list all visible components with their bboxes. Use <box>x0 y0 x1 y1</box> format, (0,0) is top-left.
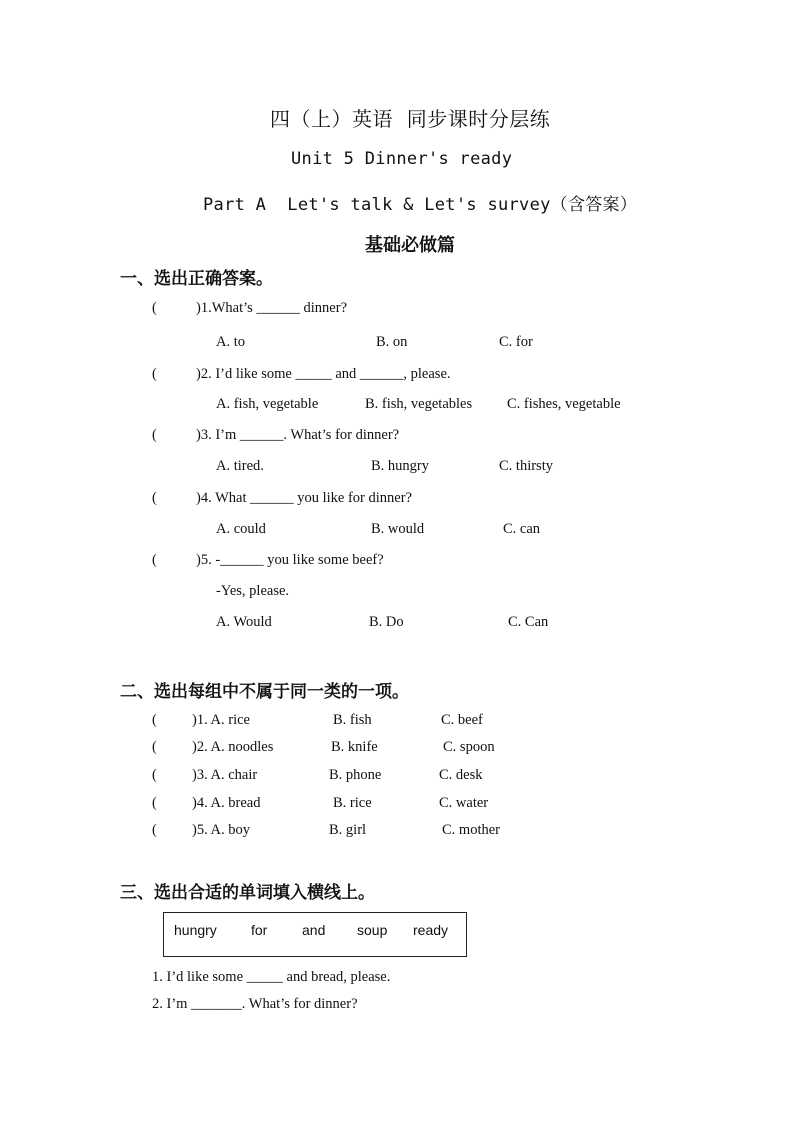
option-b[interactable]: B. on <box>376 334 408 350</box>
word-bank <box>163 912 467 957</box>
unit-title: Unit 5 Dinner's ready <box>291 149 513 169</box>
option-c[interactable]: C. fishes, vegetable <box>507 396 621 412</box>
answer-paren[interactable]: ( <box>152 795 157 811</box>
section3-heading: 三、选出合适的单词填入横线上。 <box>120 883 375 903</box>
option-a[interactable]: A. fish, vegetable <box>216 396 319 412</box>
question-stem: )2. I’d like some _____ and ______, please. <box>196 366 451 382</box>
fill-in-sentence-2[interactable]: 2. I’m _______. What’s for dinner? <box>152 996 358 1012</box>
question-stem: )4. What ______ you like for dinner? <box>196 490 412 506</box>
level-title: 基础必做篇 <box>365 235 455 256</box>
option-b[interactable]: B. fish <box>333 712 372 728</box>
option-b[interactable]: B. rice <box>333 795 372 811</box>
section2-heading: 二、选出每组中不属于同一类的一项。 <box>120 682 409 702</box>
option-a[interactable]: )3. A. chair <box>192 767 258 783</box>
question-stem: )5. -______ you like some beef? <box>196 552 384 568</box>
question-stem: )3. I’m ______. What’s for dinner? <box>196 427 400 443</box>
word-bank-item[interactable]: soup <box>357 922 388 938</box>
word-bank-item[interactable]: hungry <box>174 922 217 938</box>
answer-paren[interactable]: ( <box>152 300 157 316</box>
option-c[interactable]: C. for <box>499 334 533 350</box>
option-b[interactable]: B. Do <box>369 614 404 630</box>
option-c[interactable]: C. water <box>439 795 489 811</box>
option-c[interactable]: C. desk <box>439 767 483 783</box>
option-a[interactable]: )2. A. noodles <box>192 739 274 755</box>
answer-paren[interactable]: ( <box>152 552 157 568</box>
answer-paren[interactable]: ( <box>152 712 157 728</box>
option-a[interactable]: )4. A. bread <box>192 795 261 811</box>
answer-paren[interactable]: ( <box>152 822 157 838</box>
option-a[interactable]: )1. A. rice <box>192 712 250 728</box>
answer-paren[interactable]: ( <box>152 739 157 755</box>
option-b[interactable]: B. would <box>371 521 425 537</box>
word-bank-item[interactable]: ready <box>413 922 449 938</box>
option-c[interactable]: C. spoon <box>443 739 495 755</box>
option-c[interactable]: C. thirsty <box>499 458 553 474</box>
answer-paren[interactable]: ( <box>152 767 157 783</box>
word-bank-item[interactable]: for <box>251 922 268 938</box>
option-b[interactable]: B. phone <box>329 767 382 783</box>
option-a[interactable]: A. tired. <box>216 458 264 474</box>
answer-paren[interactable]: ( <box>152 366 157 382</box>
option-a[interactable]: A. could <box>216 521 266 537</box>
worksheet-title: 四（上）英语 同步课时分层练 <box>270 107 551 131</box>
option-c[interactable]: C. Can <box>508 614 549 630</box>
option-c[interactable]: C. mother <box>442 822 500 838</box>
section1-heading: 一、选出正确答案。 <box>120 269 273 289</box>
option-c[interactable]: C. can <box>503 521 541 537</box>
answer-paren[interactable]: ( <box>152 427 157 443</box>
part-title: Part A Let's talk & Let's survey（含答案） <box>203 195 638 215</box>
option-a[interactable]: )5. A. boy <box>192 822 250 838</box>
option-a[interactable]: A. Would <box>216 614 272 630</box>
option-a[interactable]: A. to <box>216 334 245 350</box>
option-b[interactable]: B. girl <box>329 822 367 838</box>
option-b[interactable]: B. fish, vegetables <box>365 396 473 412</box>
question-response: -Yes, please. <box>216 583 290 599</box>
option-b[interactable]: B. knife <box>331 739 378 755</box>
word-bank-item[interactable]: and <box>302 922 326 938</box>
option-b[interactable]: B. hungry <box>371 458 429 474</box>
fill-in-sentence-1[interactable]: 1. I’d like some _____ and bread, please. <box>152 969 391 985</box>
option-c[interactable]: C. beef <box>441 712 483 728</box>
question-stem: )1.What’s ______ dinner? <box>196 300 348 316</box>
answer-paren[interactable]: ( <box>152 490 157 506</box>
